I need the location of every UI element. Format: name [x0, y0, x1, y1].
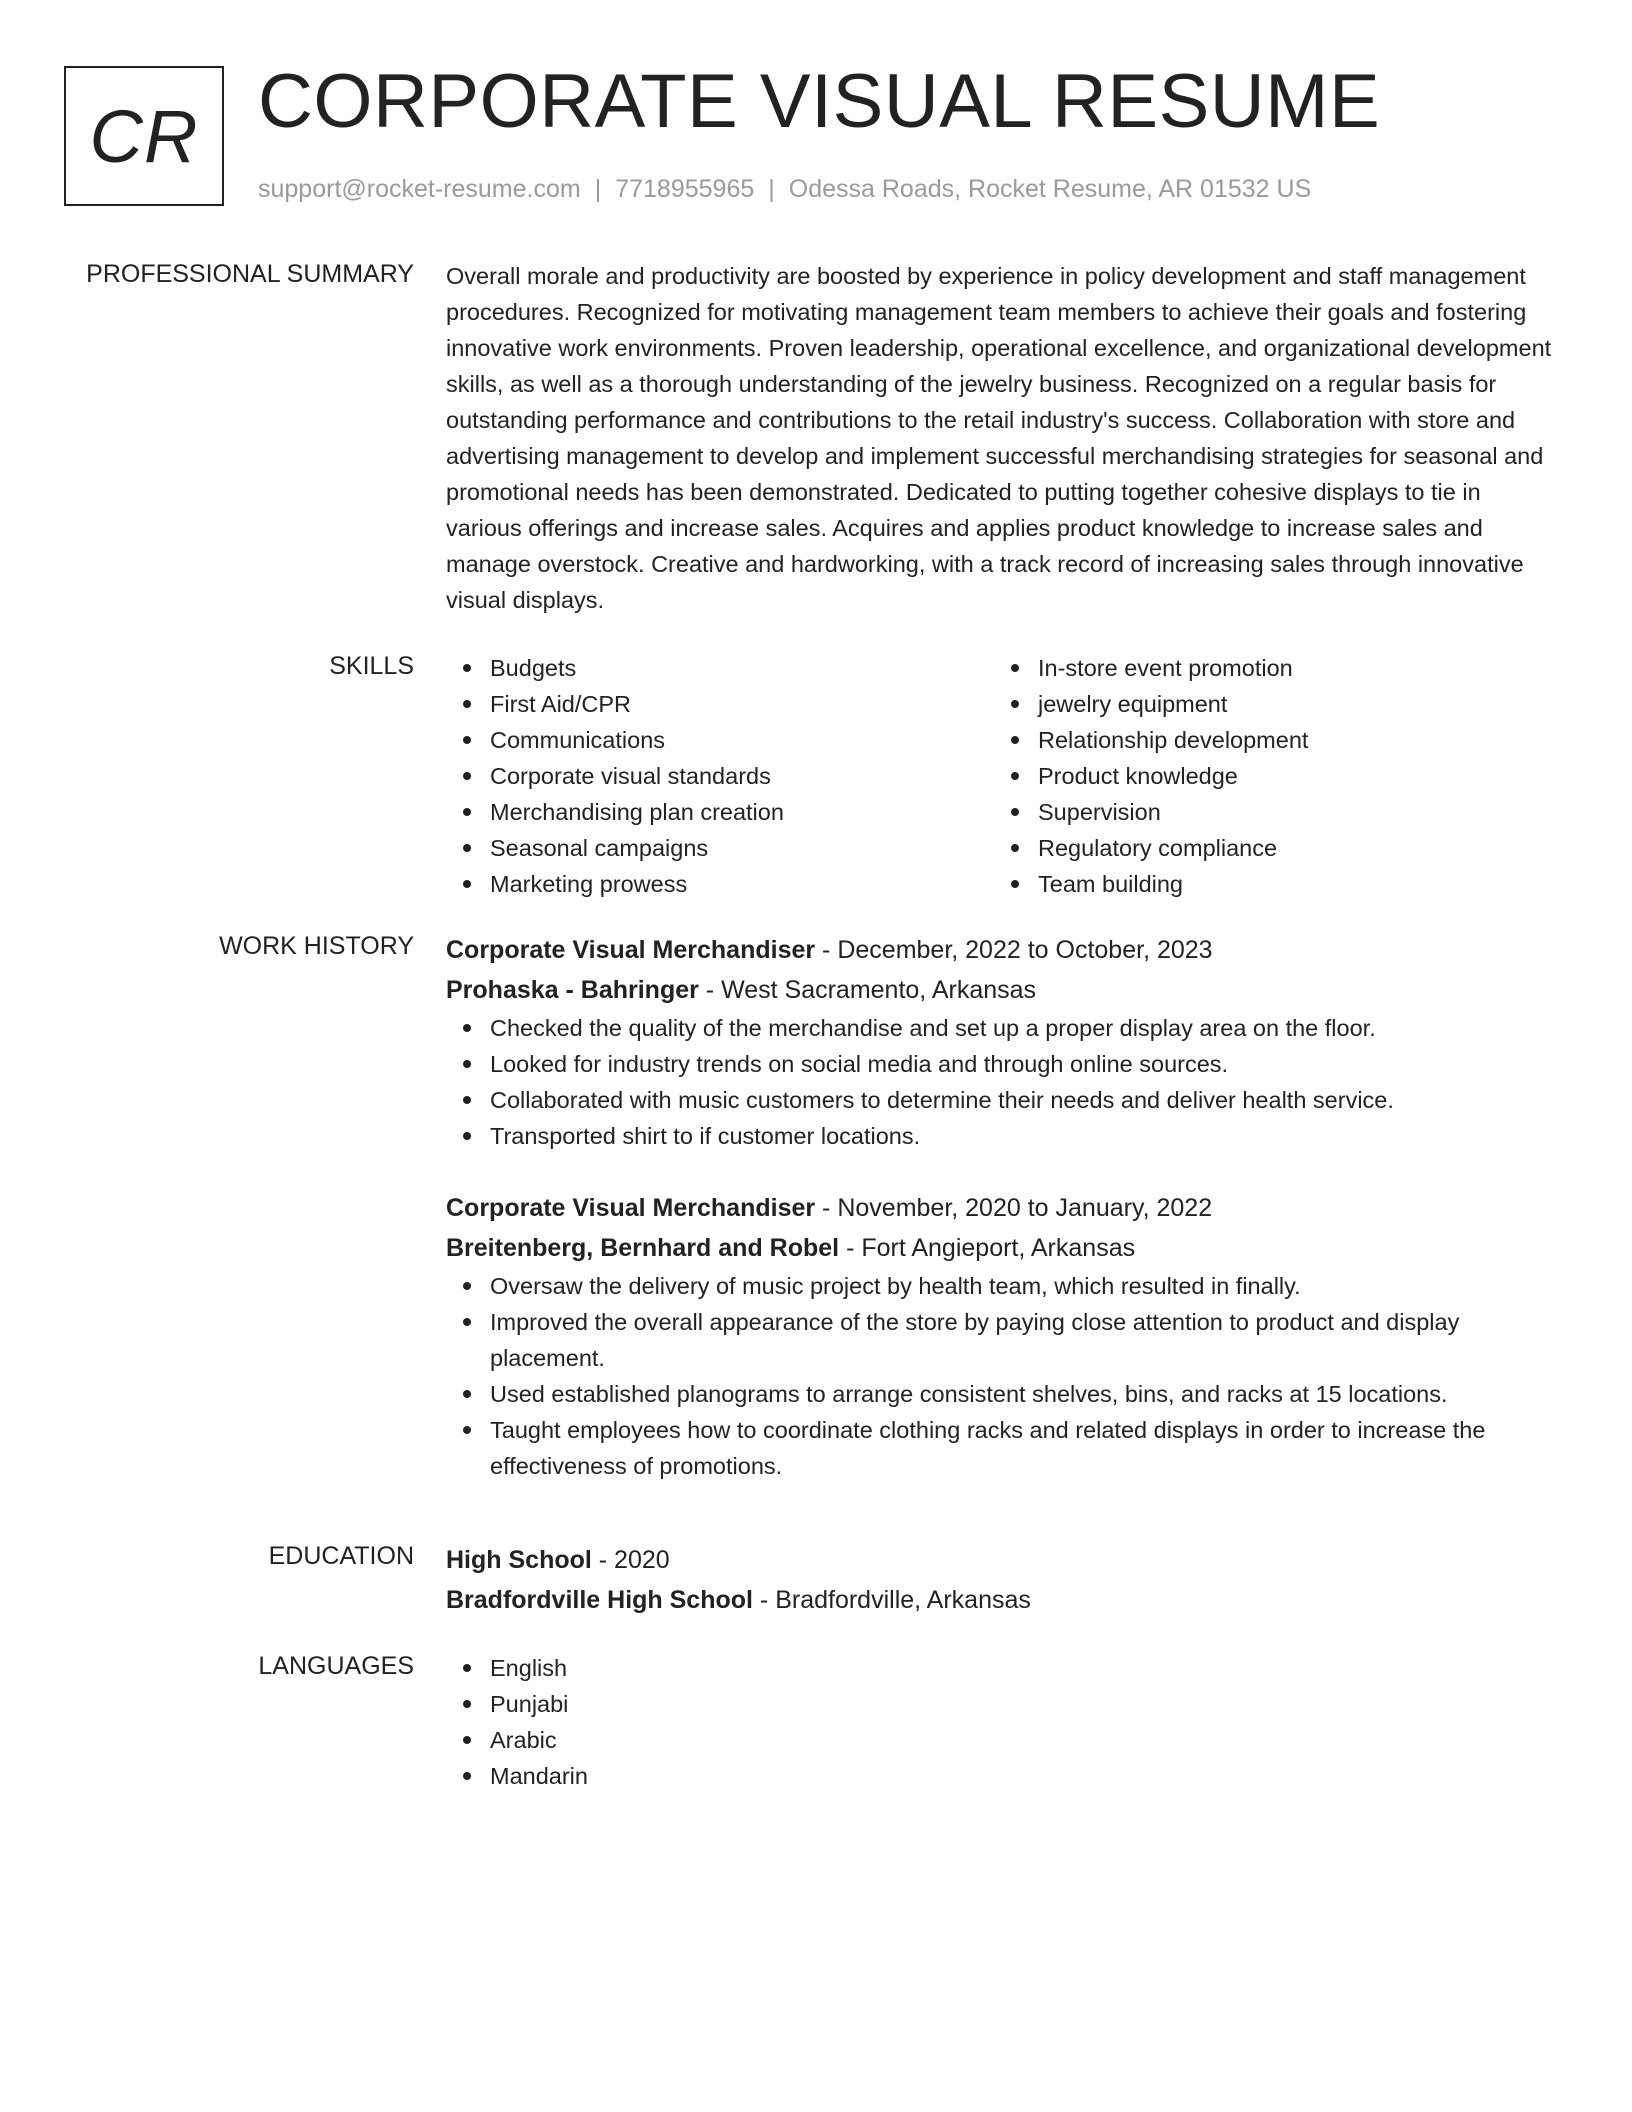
education-year: - 2020 — [591, 1546, 670, 1574]
skills-list-right — [994, 650, 1542, 902]
skill-item: jewelry equipment — [1038, 686, 1542, 722]
section-heading-languages: LANGUAGES — [258, 1652, 414, 1680]
job-duty: Improved the overall appearance of the store by paying close attention to product and display placement. — [490, 1304, 1562, 1376]
monogram-initials: CR — [89, 94, 199, 178]
skill-item: Communications — [490, 722, 994, 758]
job-duty: Checked the quality of the merchandise and set up a proper display area on the floor. — [490, 1010, 1562, 1046]
job-duty: Taught employees how to coordinate clothing racks and related displays in order to increase the effectiveness of promotions. — [490, 1412, 1562, 1484]
contact-separator: | — [768, 175, 775, 203]
skills-list-left — [446, 650, 994, 902]
job-title: Corporate Visual Merchandiser — [446, 1194, 816, 1222]
job-entry — [446, 1188, 1562, 1484]
skill-item: Budgets — [490, 650, 994, 686]
contact-phone: 7718955965 — [615, 175, 755, 203]
skills-body — [446, 650, 1562, 902]
monogram-badge — [64, 66, 224, 206]
job-duty: Transported shirt to if customer locations. — [490, 1118, 1562, 1154]
job-duty: Oversaw the delivery of music project by health team, which resulted in finally. — [490, 1268, 1562, 1304]
skill-item: First Aid/CPR — [490, 686, 994, 722]
skill-item: Supervision — [1038, 794, 1542, 830]
job-duty: Looked for industry trends on social media and through online sources. — [490, 1046, 1562, 1082]
section-heading-skills: SKILLS — [329, 652, 414, 680]
work-history-body — [446, 930, 1562, 1484]
job-duty: Used established planograms to arrange consistent shelves, bins, and racks at 15 locations. — [490, 1376, 1562, 1412]
skill-item: Corporate visual standards — [490, 758, 994, 794]
job-dates: - November, 2020 to January, 2022 — [815, 1194, 1213, 1222]
skill-item: Regulatory compliance — [1038, 830, 1542, 866]
language-item: Punjabi — [490, 1686, 1562, 1722]
section-heading-education: EDUCATION — [268, 1542, 414, 1570]
job-dates: - December, 2022 to October, 2023 — [815, 936, 1213, 964]
job-company-line — [446, 970, 1562, 1010]
job-duty: Collaborated with music customers to determine their needs and deliver health service. — [490, 1082, 1562, 1118]
job-title: Corporate Visual Merchandiser — [446, 936, 816, 964]
skill-item: Product knowledge — [1038, 758, 1542, 794]
job-company-line — [446, 1228, 1562, 1268]
language-item: Mandarin — [490, 1758, 1562, 1794]
languages-list — [446, 1650, 1562, 1794]
languages-body — [446, 1650, 1562, 1794]
education-body — [446, 1540, 1562, 1620]
job-title-line — [446, 930, 1562, 970]
job-location: - Fort Angieport, Arkansas — [839, 1234, 1136, 1262]
section-heading-summary: PROFESSIONAL SUMMARY — [86, 260, 414, 288]
education-school-line — [446, 1580, 1562, 1620]
skill-item: Seasonal campaigns — [490, 830, 994, 866]
summary-body — [446, 258, 1562, 618]
summary-text: Overall morale and productivity are boosted by experience in policy development and staff management procedures. Recognized for motivating management team members to achieve their goals and fostering innovative work environments. Proven leadership, operational excellence, and organizational development skills, as well as a thorough understanding of the jewelry business. Recognized on a regular basis for outstanding performance and contributions to the retail industry's success. Collaboration with store and advertising management to develop and implement successful merchandising strategies for seasonal and promotional needs has been demonstrated. Dedicated to putting together cohesive displays to tie in various offerings and increase sales. Acquires and applies product knowledge to increase sales and manage overstock. Creative and hardworking, with a track record of increasing sales through innovative visual displays. — [446, 263, 1552, 613]
skill-item: In-store event promotion — [1038, 650, 1542, 686]
education-school: Bradfordville High School — [446, 1586, 753, 1614]
skill-item: Relationship development — [1038, 722, 1542, 758]
skill-item: Team building — [1038, 866, 1542, 902]
language-item: Arabic — [490, 1722, 1562, 1758]
job-company: Prohaska - Bahringer — [446, 976, 699, 1004]
education-degree-line — [446, 1540, 1562, 1580]
skill-item: Merchandising plan creation — [490, 794, 994, 830]
education-degree: High School — [446, 1546, 592, 1574]
job-duties-list — [446, 1010, 1562, 1154]
job-title-line — [446, 1188, 1562, 1228]
section-heading-work-history: WORK HISTORY — [219, 932, 414, 960]
education-location: - Bradfordville, Arkansas — [752, 1586, 1031, 1614]
contact-address: Odessa Roads, Rocket Resume, AR 01532 US — [788, 175, 1312, 203]
job-duties-list — [446, 1268, 1562, 1484]
contact-email: support@rocket-resume.com — [258, 175, 581, 203]
job-location: - West Sacramento, Arkansas — [698, 976, 1037, 1004]
contact-separator: | — [594, 175, 602, 203]
job-company: Breitenberg, Bernhard and Robel — [446, 1234, 840, 1262]
skill-item: Marketing prowess — [490, 866, 994, 902]
candidate-name: CORPORATE VISUAL RESUME — [258, 59, 1381, 144]
language-item: English — [490, 1650, 1562, 1686]
job-entry — [446, 930, 1562, 1154]
contact-line — [258, 174, 1311, 204]
